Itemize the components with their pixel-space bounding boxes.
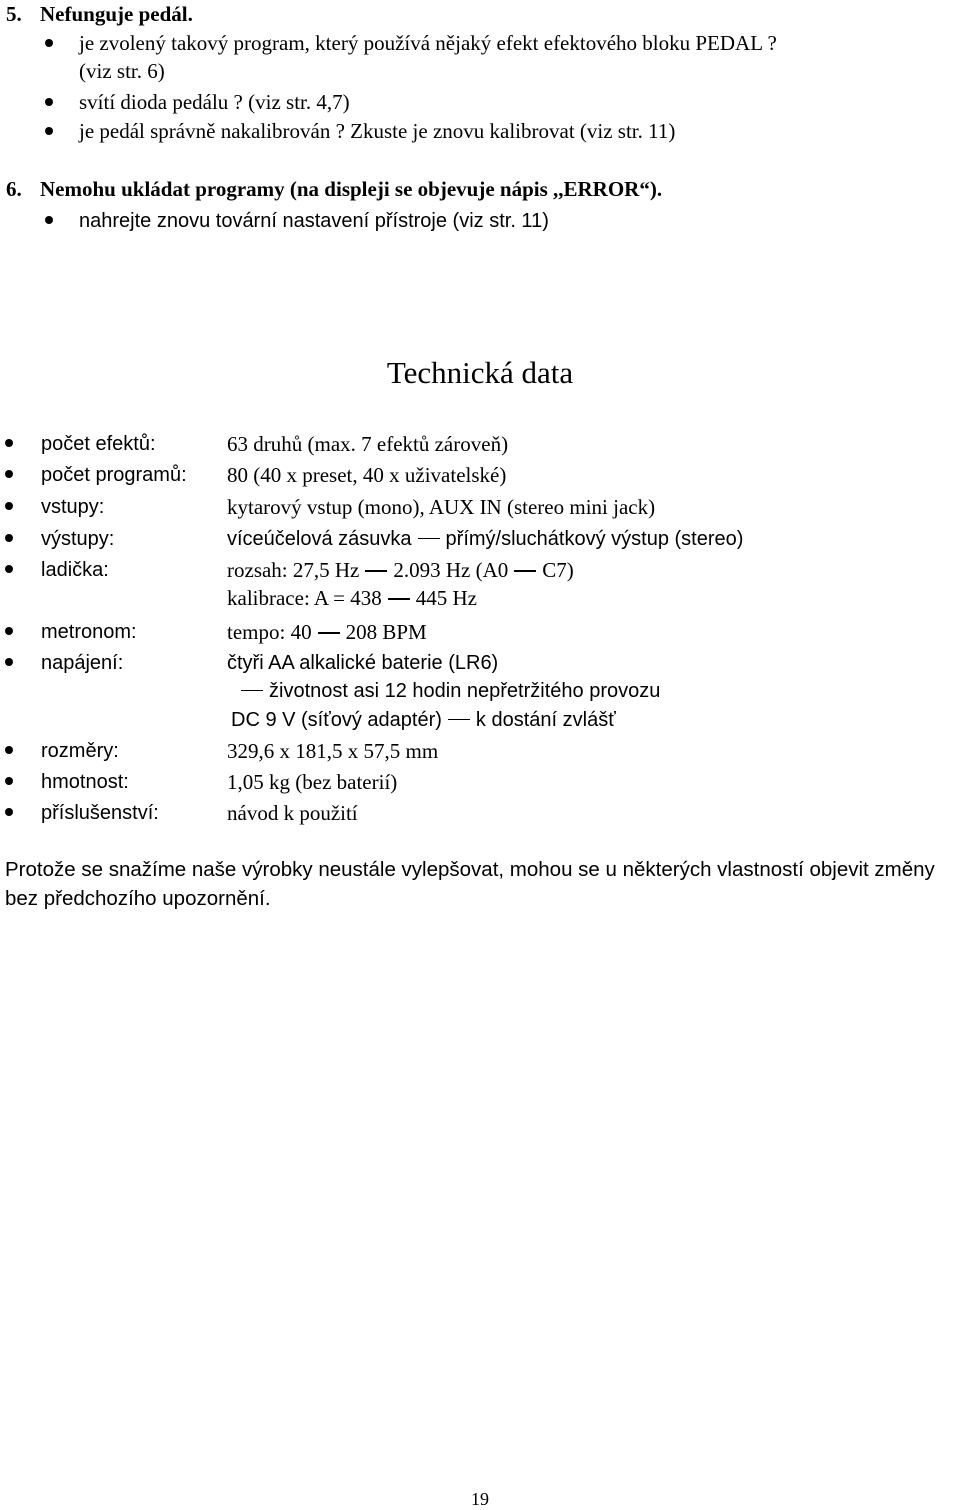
section-5-heading — [6, 1, 193, 27]
spec-accessories-label: příslušenství: — [41, 802, 159, 824]
spec-power-label: napájení: — [41, 652, 124, 674]
section-5-item: svítí dioda pedálu ? (viz str. 4,7) — [79, 90, 350, 114]
spec-metronome-part: 208 BPM — [345, 620, 427, 644]
spec-weight-label: hmotnost: — [41, 771, 129, 793]
spec-power-adapter-note: k dostání zvlášť — [475, 709, 616, 731]
spec-outputs-value — [227, 526, 743, 552]
spec-weight-value: 1,05 kg (bez baterií) — [227, 770, 398, 794]
improvement-note: Protože se snažíme naše výrobky neustále vylepšovat, mohou se u některých vlastností objevit změny bez předchozího upozornění. — [5, 858, 935, 910]
section-5-number: 5. — [6, 2, 22, 26]
spec-outputs-label: výstupy: — [41, 528, 115, 550]
spec-power-value: čtyři AA alkalické baterie (LR6) — [227, 652, 499, 674]
bullet-icon — [5, 808, 13, 816]
bullet-icon — [5, 470, 13, 478]
section-5-item: je zvolený takový program, který používá nějaký efekt efektového bloku PEDAL ? — [79, 31, 777, 55]
bullet-icon — [5, 658, 13, 666]
bullet-icon — [45, 216, 53, 224]
section-5-item-cont: (viz str. 6) — [79, 59, 165, 83]
tech-data-title: Technická data — [386, 355, 574, 390]
bullet-icon — [5, 534, 13, 542]
bullet-icon — [5, 746, 13, 754]
spec-power-line2 — [241, 678, 660, 704]
spec-tuner2-part: 445 Hz — [415, 586, 477, 610]
spec-power-battery-life: životnost asi 12 hodin nepřetržitého provozu — [269, 680, 661, 702]
page-number: 19 — [471, 1489, 489, 1509]
spec-programs-value: 80 (40 x preset, 40 x uživatelské) — [227, 463, 507, 487]
spec-tuner2-part: kalibrace: A = 438 — [227, 586, 382, 610]
spec-metronome-label: metronom: — [41, 621, 137, 643]
bullet-icon — [5, 565, 13, 573]
dash-icon — [388, 598, 410, 600]
spec-tuner-part: C7) — [542, 558, 574, 582]
bullet-icon — [5, 439, 13, 447]
spec-effects-value: 63 druhů (max. 7 efektů zároveň) — [227, 432, 509, 456]
spec-inputs-value: kytarový vstup (mono), AUX IN (stereo mini jack) — [227, 495, 656, 519]
spec-accessories-value: návod k použití — [227, 801, 358, 825]
section-5-title: Nefunguje pedál. — [40, 2, 193, 26]
bullet-icon — [45, 127, 53, 135]
spec-outputs-part: přímý/sluchátkový výstup (stereo) — [445, 528, 744, 550]
dash-icon — [241, 690, 263, 692]
spec-programs-label: počet programů: — [41, 464, 187, 486]
bullet-icon — [45, 98, 53, 106]
bullet-icon — [5, 627, 13, 635]
dash-icon — [318, 632, 340, 634]
bullet-icon — [45, 39, 53, 47]
spec-inputs-label: vstupy: — [41, 496, 105, 518]
spec-tuner-part: rozsah: 27,5 Hz — [227, 558, 360, 582]
dash-icon — [418, 538, 440, 540]
section-5-item: je pedál správně nakalibrován ? Zkuste je znovu kalibrovat (viz str. 11) — [79, 119, 676, 143]
spec-tuner-calibration — [227, 585, 477, 611]
section-6-item: nahrejte znovu tovární nastavení přístroje (viz str. 11) — [79, 210, 549, 232]
dash-icon — [448, 719, 470, 721]
dash-icon — [514, 570, 536, 572]
spec-metronome-value — [227, 619, 427, 645]
spec-power-adapter: DC 9 V (síťový adaptér) — [231, 709, 442, 731]
spec-tuner-label: ladička: — [41, 559, 109, 581]
spec-effects-label: počet efektů: — [41, 433, 156, 455]
spec-tuner-value — [227, 557, 574, 583]
spec-tuner-part: 2.093 Hz (A0 — [393, 558, 509, 582]
section-6-title: Nemohu ukládat programy (na displeji se objevuje nápis ,,ERROR“). — [40, 177, 663, 201]
spec-metronome-part: tempo: 40 — [227, 620, 312, 644]
spec-outputs-part: víceúčelová zásuvka — [227, 528, 412, 550]
section-6-number: 6. — [6, 177, 22, 201]
section-6-heading — [6, 176, 662, 202]
spec-power-line3 — [231, 707, 616, 733]
bullet-icon — [5, 777, 13, 785]
spec-dimensions-value: 329,6 x 181,5 x 57,5 mm — [227, 739, 439, 763]
spec-dimensions-label: rozměry: — [41, 740, 119, 762]
bullet-icon — [5, 502, 13, 510]
dash-icon — [365, 570, 387, 572]
